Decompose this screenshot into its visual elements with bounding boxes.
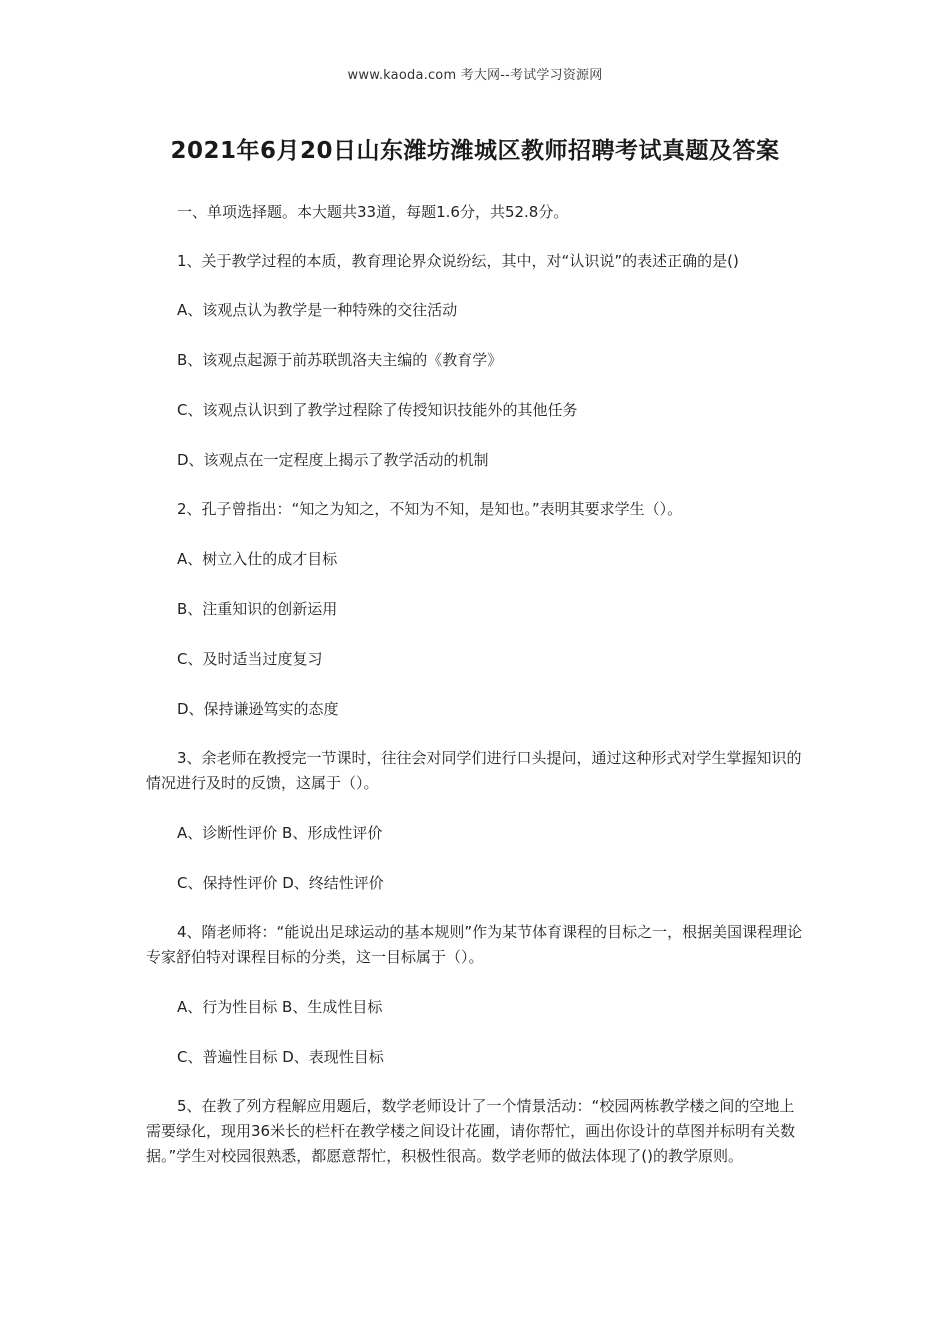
question-5-stem: 5、在教了列方程解应用题后，数学老师设计了一个情景活动：“校园两栋教学楼之间的空地上需要绿化，现用36米长的栏杆在教学楼之间设计花圃，请你帮忙，画出你设计的草图并标明有关数据。”学生对校园很熟悉，都愿意帮忙，积极性很高。数学老师的做法体现了()的教学原则。 xyxy=(146,1097,796,1165)
question-3-stem: 3、余老师在教授完一节课时，往往会对同学们进行口头提问，通过这种形式对学生掌握知识的情况进行及时的反馈，这属于（）。 xyxy=(146,749,802,792)
section-intro: 一、单项选择题。本大题共33道，每题1.6分，共52.8分。 xyxy=(177,203,569,221)
question-3-option-ab: A、诊断性评价 B、形成性评价 xyxy=(177,824,383,842)
document-title: 2021年6月20日山东潍坊潍城区教师招聘考试真题及答案 xyxy=(170,138,780,164)
question-4-option-ab: A、行为性目标 B、生成性目标 xyxy=(177,998,383,1016)
question-1-option-b: B、该观点起源于前苏联凯洛夫主编的《教育学》 xyxy=(177,351,503,369)
question-1-stem: 1、关于教学过程的本质，教育理论界众说纷纭，其中，对“认识说”的表述正确的是() xyxy=(177,252,739,270)
question-2-option-d: D、保持谦逊笃实的态度 xyxy=(177,700,339,718)
question-1-option-c: C、该观点认识到了教学过程除了传授知识技能外的其他任务 xyxy=(177,401,578,419)
question-4-option-cd: C、普遍性目标 D、表现性目标 xyxy=(177,1048,384,1066)
question-2-stem: 2、孔子曾指出：“知之为知之，不知为不知，是知也。”表明其要求学生（）。 xyxy=(177,500,683,518)
question-1-option-a: A、该观点认为教学是一种特殊的交往活动 xyxy=(177,301,458,319)
question-2-option-a: A、树立入仕的成才目标 xyxy=(177,550,338,568)
question-3-option-cd: C、保持性评价 D、终结性评价 xyxy=(177,874,384,892)
question-4-stem: 4、隋老师将：“能说出足球运动的基本规则”作为某节体育课程的目标之一，根据美国课程理论专家舒伯特对课程目标的分类，这一目标属于（）。 xyxy=(146,923,803,966)
site-header: www.kaoda.com 考大网--考试学习资源网 xyxy=(347,68,603,83)
question-2-option-b: B、注重知识的创新运用 xyxy=(177,600,338,618)
question-1-option-d: D、该观点在一定程度上揭示了教学活动的机制 xyxy=(177,451,489,469)
question-2-option-c: C、及时适当过度复习 xyxy=(177,650,323,668)
